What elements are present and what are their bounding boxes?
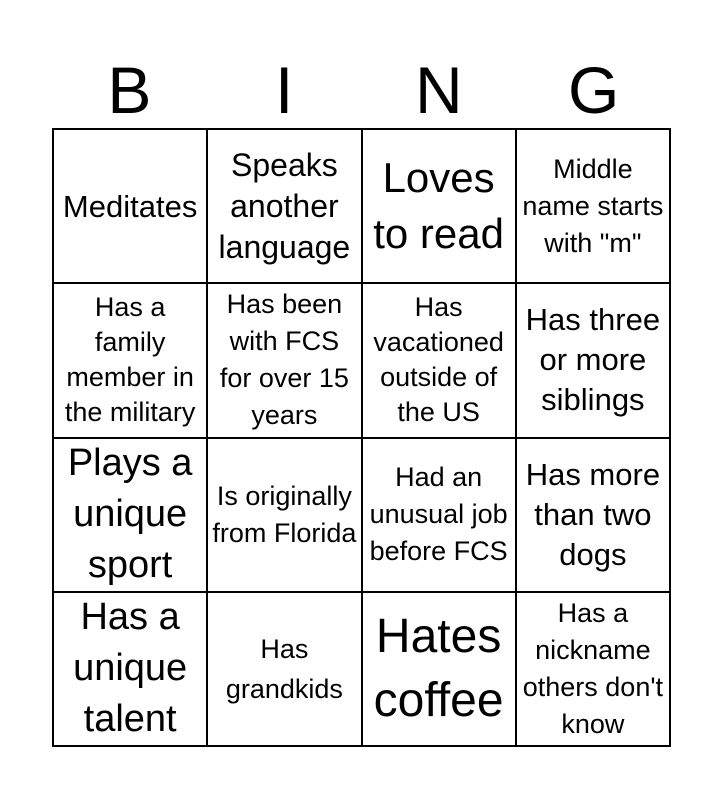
cell-text: Meditates <box>62 188 198 224</box>
cell-text: Speaks another language <box>218 146 351 265</box>
cell-text: Has three or more siblings <box>525 302 661 418</box>
cell-text: Has a nickname others don't know <box>522 597 663 739</box>
bingo-cell[interactable] <box>207 283 361 437</box>
bingo-cell[interactable] <box>516 283 670 437</box>
bingo-cell[interactable] <box>362 438 516 592</box>
cell-text: Has grandkids <box>225 633 343 704</box>
cell-text: Has been with FCS for over 15 years <box>219 289 349 431</box>
cell-text: Has a family member in the military <box>64 292 196 428</box>
cell-text: Is originally from Florida <box>212 480 357 548</box>
cell-text: Has a unique talent <box>73 596 188 741</box>
bingo-cell[interactable] <box>516 438 670 592</box>
bingo-cell[interactable] <box>516 592 670 746</box>
bingo-cell[interactable] <box>53 438 207 592</box>
bingo-card <box>52 128 671 747</box>
bingo-cell[interactable] <box>207 129 361 283</box>
cell-text: Has more than two dogs <box>525 456 661 572</box>
bingo-cell[interactable] <box>362 129 516 283</box>
bingo-cell[interactable] <box>53 129 207 283</box>
bingo-cell[interactable] <box>207 438 361 592</box>
cell-text: Has vacationed outside of the US <box>373 292 504 428</box>
header-letter-i: I <box>274 53 294 127</box>
bingo-cell[interactable] <box>362 283 516 437</box>
bingo-header <box>52 50 671 130</box>
bingo-cell[interactable] <box>53 283 207 437</box>
bingo-cell[interactable] <box>53 592 207 746</box>
cell-text: Middle name starts with "m" <box>522 153 664 258</box>
cell-text: Plays a unique sport <box>67 442 193 587</box>
cell-text: Loves to read <box>373 154 504 258</box>
cell-text: Hates coffee <box>373 609 504 727</box>
header-letter-g: G <box>567 53 620 127</box>
cell-text: Had an unusual job before FCS <box>369 462 508 567</box>
header-letter-n: N <box>415 53 463 127</box>
bingo-cell[interactable] <box>362 592 516 746</box>
bingo-cell[interactable] <box>207 592 361 746</box>
header-letter-b: B <box>107 53 152 127</box>
bingo-cell[interactable] <box>516 129 670 283</box>
